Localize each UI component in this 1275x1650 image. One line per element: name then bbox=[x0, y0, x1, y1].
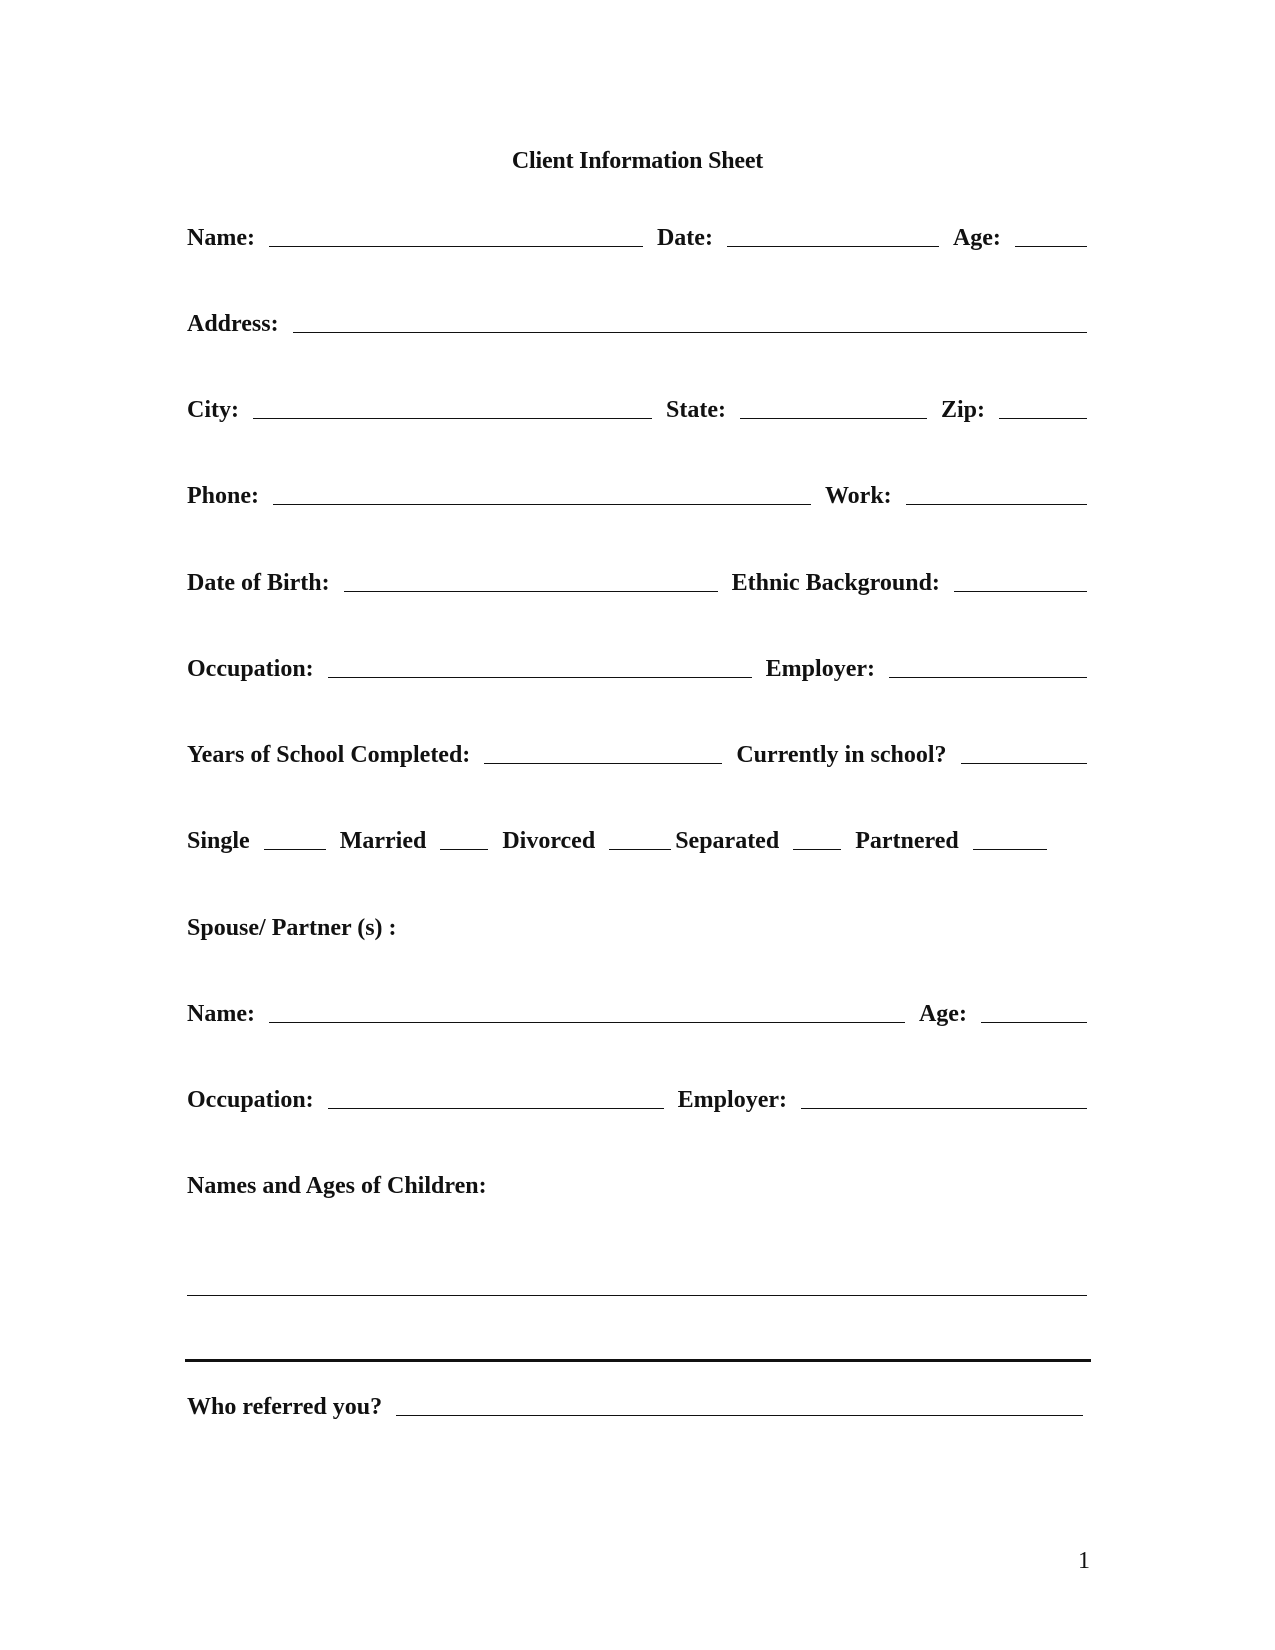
page-number: 1 bbox=[1078, 1548, 1090, 1574]
occupation-field[interactable] bbox=[328, 677, 752, 678]
spouse-occupation-label: Occupation: bbox=[187, 1087, 314, 1113]
partnered-label: Partnered bbox=[855, 828, 959, 854]
name-label: Name: bbox=[187, 225, 255, 251]
spouse-employer-label: Employer: bbox=[677, 1087, 787, 1113]
years-of-school-label: Years of School Completed: bbox=[187, 742, 471, 768]
date-field[interactable] bbox=[727, 246, 939, 247]
single-field[interactable] bbox=[264, 849, 326, 850]
city-field[interactable] bbox=[253, 418, 652, 419]
row-spouse-heading bbox=[187, 908, 1087, 942]
spouse-name-label: Name: bbox=[187, 1001, 255, 1027]
row-school bbox=[187, 735, 1087, 769]
age-label: Age: bbox=[952, 225, 1001, 251]
row-spouse-occupation-employer bbox=[187, 1080, 1087, 1114]
row-city-state-zip bbox=[187, 390, 1087, 424]
married-label: Married bbox=[339, 828, 427, 854]
city-label: City: bbox=[187, 397, 239, 423]
form-title: Client Information Sheet bbox=[511, 148, 764, 174]
spouse-occupation-field[interactable] bbox=[328, 1108, 664, 1109]
children-line-2[interactable] bbox=[185, 1359, 1091, 1362]
divorced-label: Divorced bbox=[502, 828, 596, 854]
state-label: State: bbox=[665, 397, 726, 423]
employer-label: Employer: bbox=[765, 656, 875, 682]
ethnic-background-field[interactable] bbox=[954, 591, 1087, 592]
row-referral bbox=[187, 1387, 1087, 1421]
date-of-birth-label: Date of Birth: bbox=[187, 570, 330, 596]
children-line-1[interactable] bbox=[187, 1295, 1087, 1296]
referral-label: Who referred you? bbox=[187, 1394, 383, 1420]
row-marital-status bbox=[187, 821, 1087, 855]
employer-field[interactable] bbox=[889, 677, 1087, 678]
date-of-birth-field[interactable] bbox=[344, 591, 718, 592]
spouse-partner-heading: Spouse/ Partner (s) : bbox=[187, 915, 397, 941]
row-address bbox=[187, 304, 1087, 338]
years-of-school-field[interactable] bbox=[484, 763, 722, 764]
phone-label: Phone: bbox=[187, 483, 259, 509]
occupation-label: Occupation: bbox=[187, 656, 314, 682]
row-dob-ethnic bbox=[187, 563, 1087, 597]
separated-label: Separated bbox=[675, 828, 780, 854]
partnered-field[interactable] bbox=[973, 849, 1047, 850]
children-heading: Names and Ages of Children: bbox=[187, 1173, 487, 1199]
address-label: Address: bbox=[187, 311, 279, 337]
referral-field[interactable] bbox=[396, 1415, 1083, 1416]
currently-in-school-field[interactable] bbox=[961, 763, 1087, 764]
address-field[interactable] bbox=[293, 332, 1087, 333]
spouse-employer-field[interactable] bbox=[801, 1108, 1087, 1109]
row-name-date-age bbox=[187, 218, 1087, 252]
row-spouse-name-age bbox=[187, 994, 1087, 1028]
spouse-name-field[interactable] bbox=[269, 1022, 905, 1023]
age-field[interactable] bbox=[1015, 246, 1087, 247]
zip-label: Zip: bbox=[940, 397, 985, 423]
zip-field[interactable] bbox=[999, 418, 1087, 419]
currently-in-school-label: Currently in school? bbox=[736, 742, 947, 768]
divorced-field[interactable] bbox=[609, 849, 671, 850]
state-field[interactable] bbox=[740, 418, 927, 419]
phone-field[interactable] bbox=[273, 504, 811, 505]
date-label: Date: bbox=[656, 225, 713, 251]
work-phone-field[interactable] bbox=[906, 504, 1087, 505]
work-label: Work: bbox=[825, 483, 892, 509]
row-phone-work bbox=[187, 476, 1087, 510]
spouse-age-field[interactable] bbox=[981, 1022, 1087, 1023]
spouse-age-label: Age: bbox=[918, 1001, 967, 1027]
separated-field[interactable] bbox=[793, 849, 841, 850]
row-children-heading bbox=[187, 1166, 1087, 1200]
single-label: Single bbox=[187, 828, 250, 854]
ethnic-background-label: Ethnic Background: bbox=[731, 570, 940, 596]
name-field[interactable] bbox=[269, 246, 643, 247]
married-field[interactable] bbox=[440, 849, 488, 850]
row-occupation-employer bbox=[187, 649, 1087, 683]
